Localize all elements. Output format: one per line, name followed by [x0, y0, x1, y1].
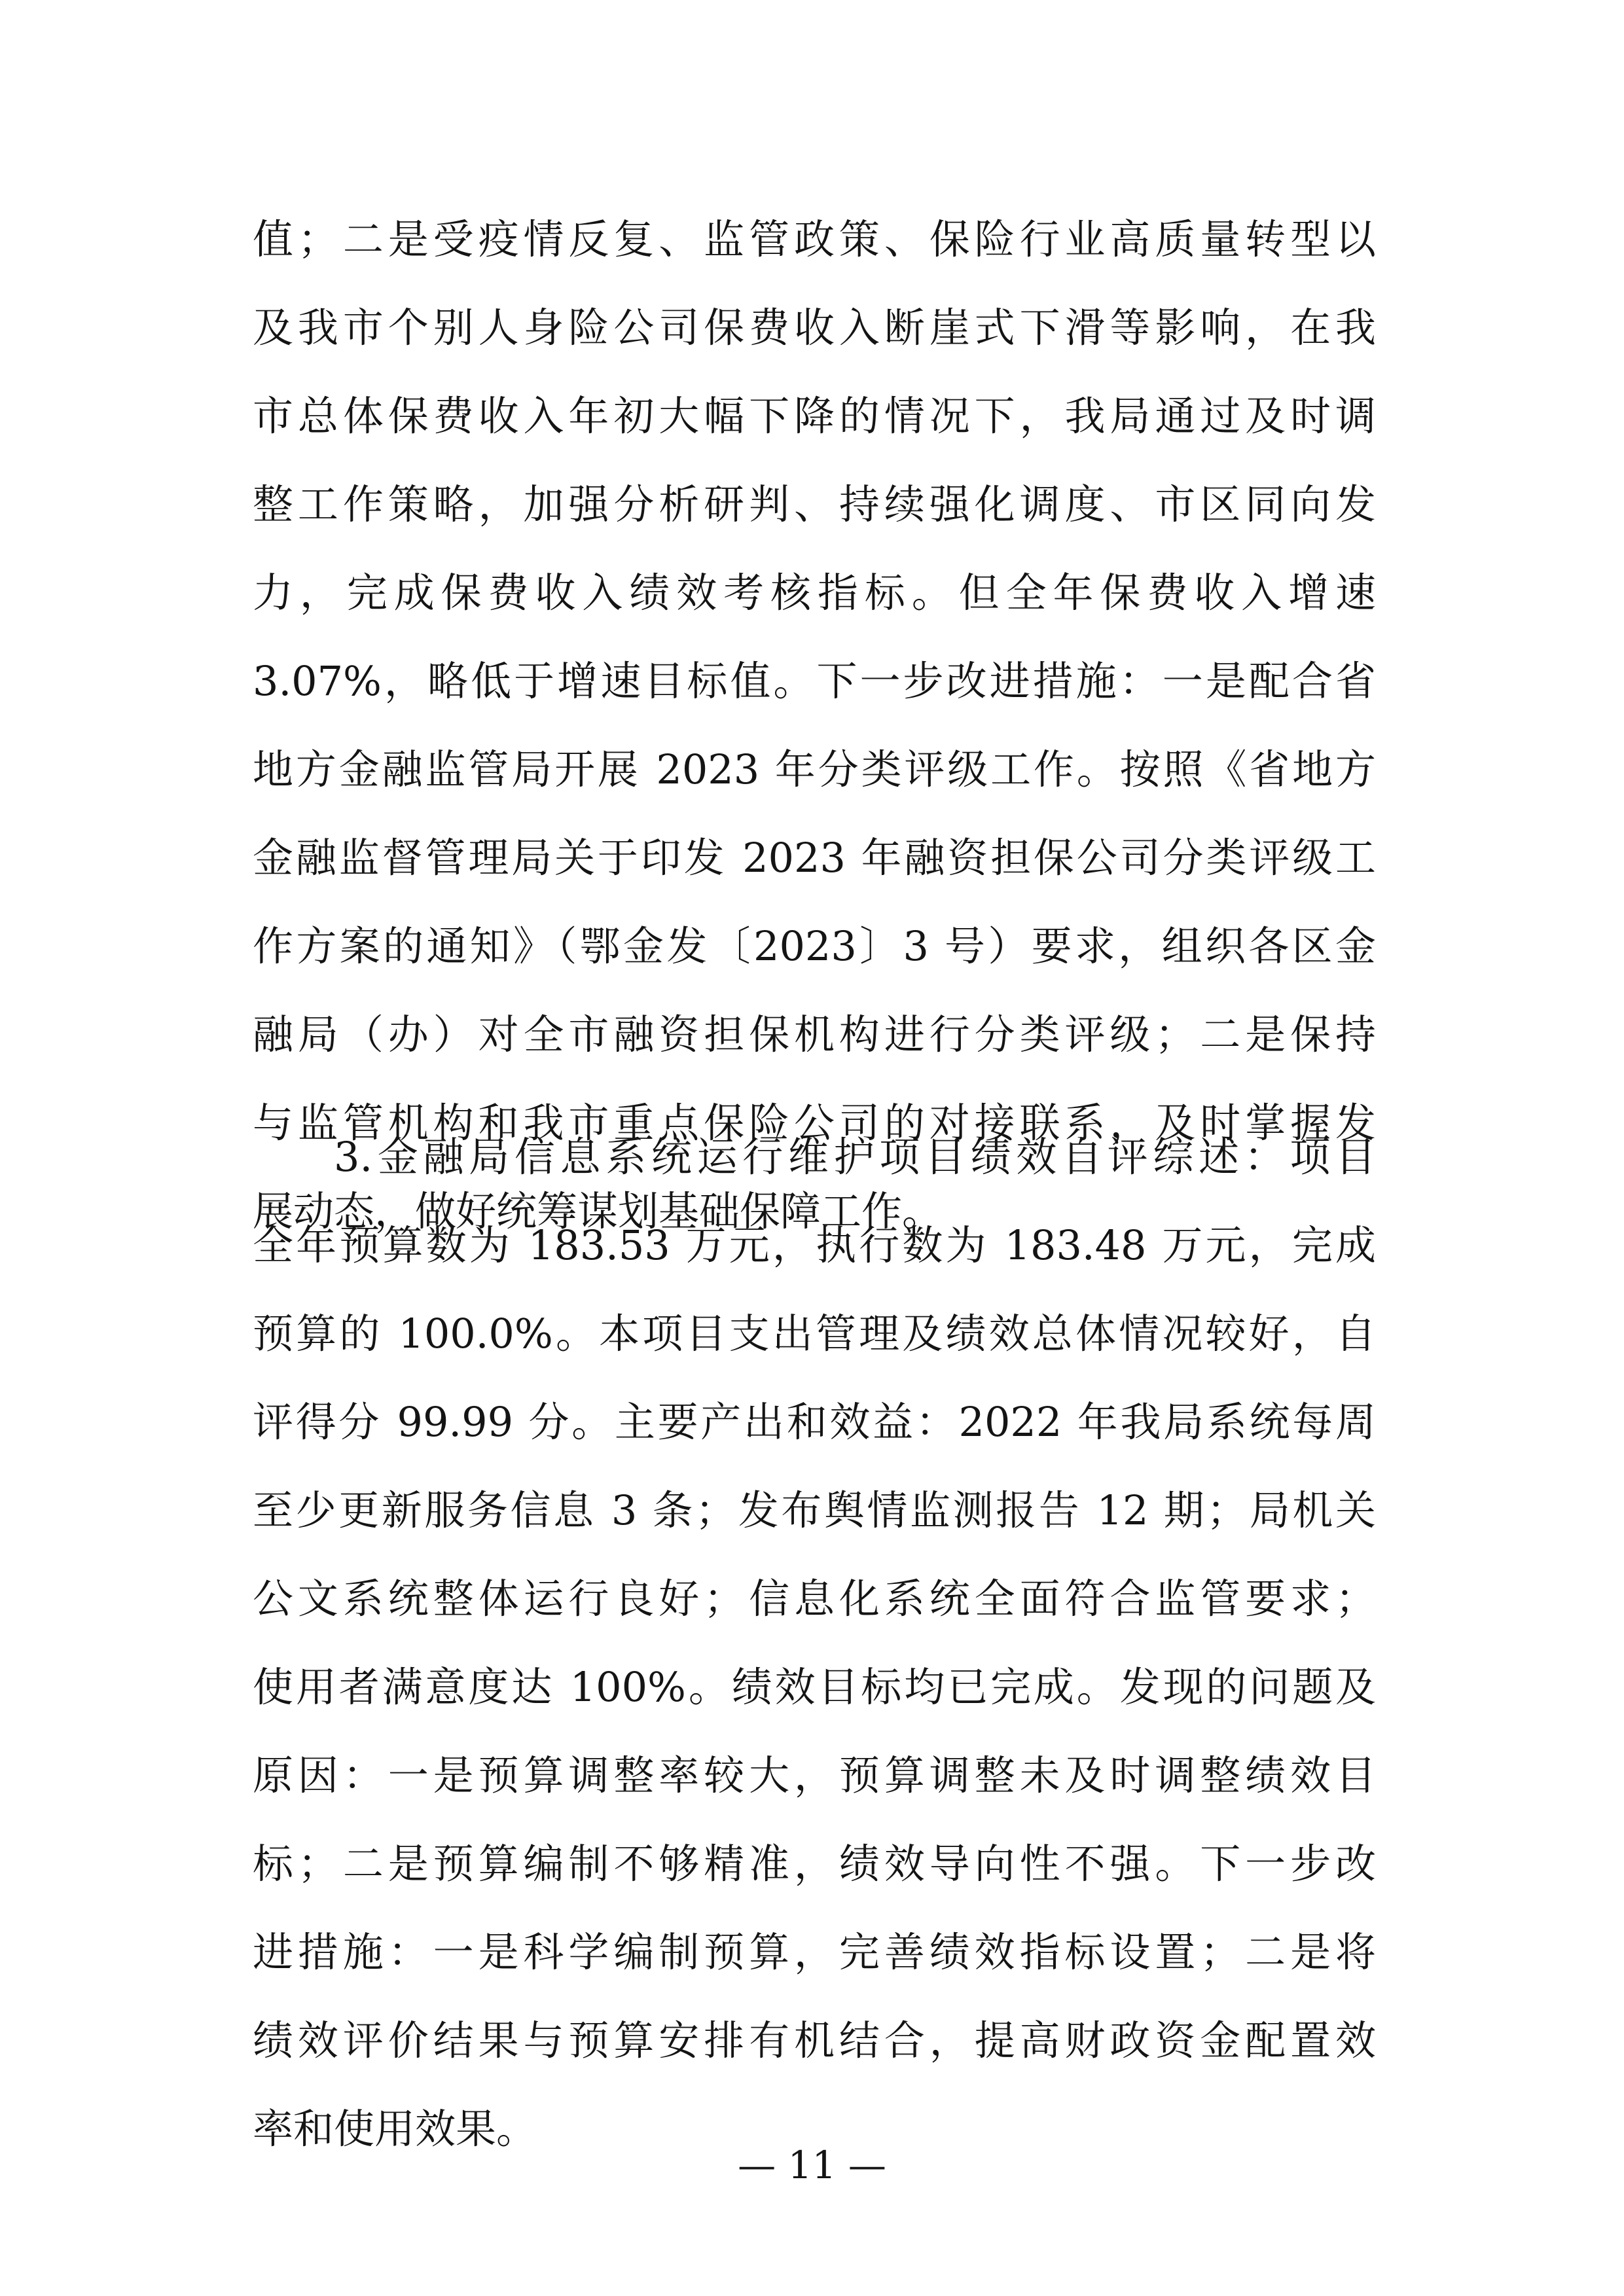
- text-line: 融局（办）对全市融资担保机构进行分类评级；二是保持: [253, 1011, 1376, 1058]
- text-line: 绩效评价结果与预算安排有机结合，提高财政资金配置效: [253, 2017, 1376, 2064]
- text-line: 预算的 100.0%。本项目支出管理及绩效总体情况较好，自: [253, 1310, 1376, 1357]
- text-line: 展动态，做好统筹谋划基础保障工作。: [253, 1187, 943, 1235]
- text-line: 地方金融监管局开展 2023 年分类评级工作。按照《省地方: [253, 745, 1376, 793]
- text-line: 至少更新服务信息 3 条；发布舆情监测报告 12 期；局机关: [253, 1486, 1376, 1534]
- text-line: 3.07%，略低于增速目标值。下一步改进措施：一是配合省: [253, 657, 1376, 705]
- text-line: 使用者满意度达 100%。绩效目标均已完成。发现的问题及: [253, 1663, 1376, 1711]
- text-line: 3.金融局信息系统运行维护项目绩效自评综述：项目: [334, 1133, 1376, 1181]
- text-line: 及我市个别人身险公司保费收入断崖式下滑等影响，在我: [253, 304, 1376, 351]
- text-line: 与监管机构和我市重点保险公司的对接联系，及时掌握发: [253, 1099, 1376, 1147]
- paragraph-continuation: [253, 195, 1376, 1255]
- text-line: 公文系统整体运行良好；信息化系统全面符合监管要求；: [253, 1575, 1376, 1623]
- text-line: 标；二是预算编制不够精准，绩效导向性不强。下一步改: [253, 1840, 1376, 1888]
- text-line: 力，完成保费收入绩效考核指标。但全年保费收入增速: [253, 569, 1376, 617]
- text-line: 金融监督管理局关于印发 2023 年融资担保公司分类评级工: [253, 834, 1376, 882]
- page-number: — 11 —: [738, 2143, 886, 2187]
- text-line: 作方案的通知》（鄂金发〔2023〕3 号）要求，组织各区金: [253, 922, 1376, 970]
- text-line: 率和使用效果。: [253, 2105, 537, 2153]
- paragraph-project-3: [253, 1113, 1376, 2173]
- text-line: 整工作策略，加强分析研判、持续强化调度、市区同向发: [253, 480, 1376, 528]
- text-line: 市总体保费收入年初大幅下降的情况下，我局通过及时调: [253, 392, 1376, 440]
- text-line: 评得分 99.99 分。主要产出和效益：2022 年我局系统每周: [253, 1398, 1376, 1446]
- text-line: 进措施：一是科学编制预算，完善绩效指标设置；二是将: [253, 1928, 1376, 1976]
- text-line: 原因：一是预算调整率较大，预算调整未及时调整绩效目: [253, 1751, 1376, 1799]
- text-line: 全年预算数为 183.53 万元，执行数为 183.48 万元，完成: [253, 1221, 1376, 1269]
- text-line: 值；二是受疫情反复、监管政策、保险行业高质量转型以: [253, 215, 1376, 263]
